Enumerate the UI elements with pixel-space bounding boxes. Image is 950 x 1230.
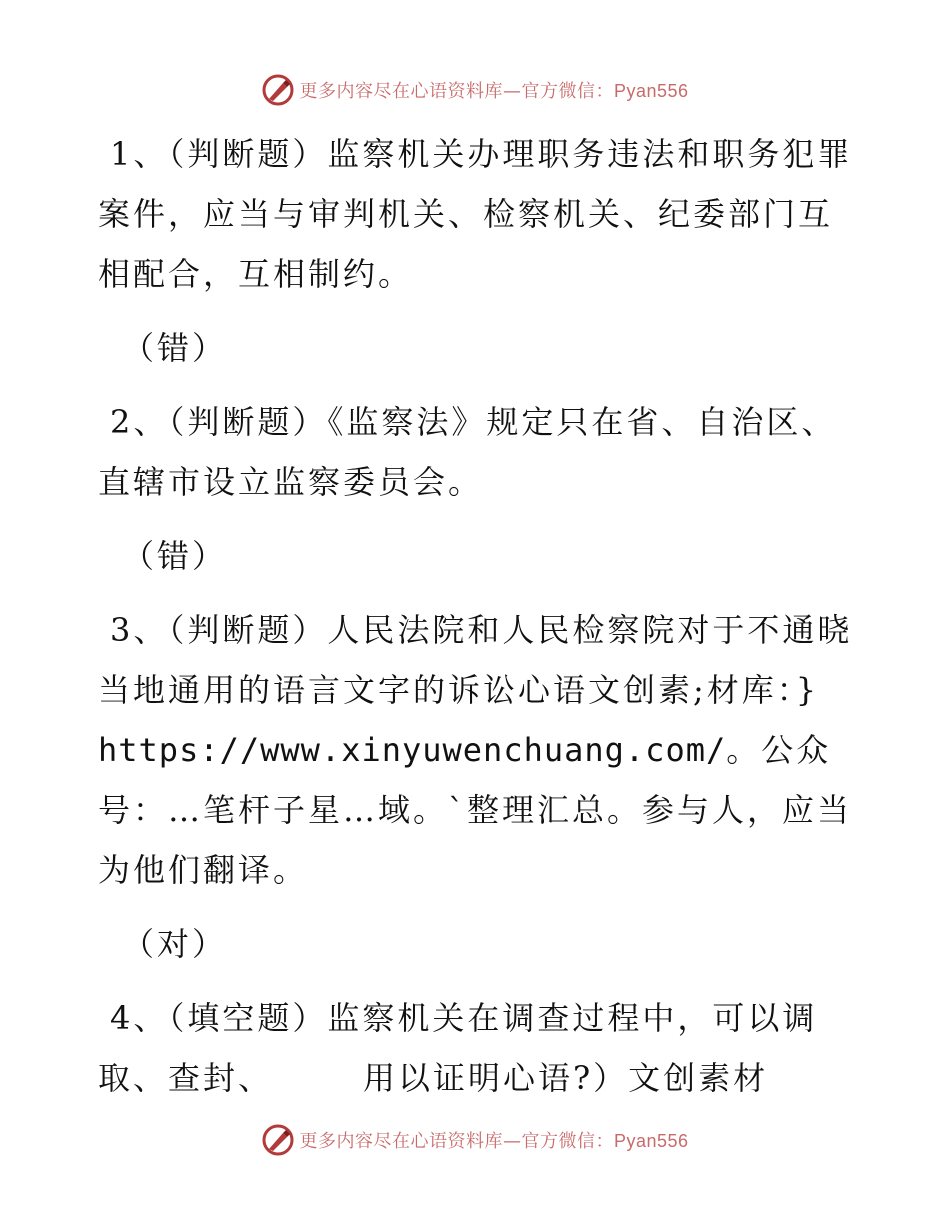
pen-logo-icon <box>261 73 295 107</box>
banner-text: 更多内容尽在心语资料库—官方微信：Pyan556 <box>299 81 689 102</box>
banner-text: 更多内容尽在心语资料库—官方微信：Pyan556 <box>299 1131 689 1152</box>
header-watermark-banner <box>0 70 950 110</box>
question-2: 2、（判断题）《监察法》规定只在省、自治区、直辖市设立监察委员会。 <box>98 403 837 501</box>
question-3: 3、（判断题）人民法院和人民检察院对于不通晓当地通用的语言文字的诉讼心语文创素;材库：} https://www.xinyuwenchuang.com/。公众号：…笔杆子星…域。`整理汇总。参与人，应当为他们翻译。 <box>98 611 853 889</box>
question-3-url: https://www.xinyuwenchuang.com/ <box>98 731 727 769</box>
banner-wechat-id: Pyan556 <box>613 81 689 101</box>
question-1: 1、（判断题）监察机关办理职务违法和职务犯罪案件，应当与审判机关、检察机关、纪委部门互相配合，互相制约。 <box>98 135 853 293</box>
banner-wechat-id: Pyan556 <box>613 1131 689 1151</box>
footer-watermark-banner <box>0 1120 950 1160</box>
pen-logo-icon <box>261 1123 295 1157</box>
question-4: 4、（填空题）监察机关在调查过程中，可以调取、查封、 用以证明心语?）文创素材 <box>98 999 818 1097</box>
answer-3: （对） <box>122 925 228 963</box>
answer-1: （错） <box>122 329 228 367</box>
answer-2: （错） <box>122 537 228 575</box>
document-body <box>98 124 858 1122</box>
